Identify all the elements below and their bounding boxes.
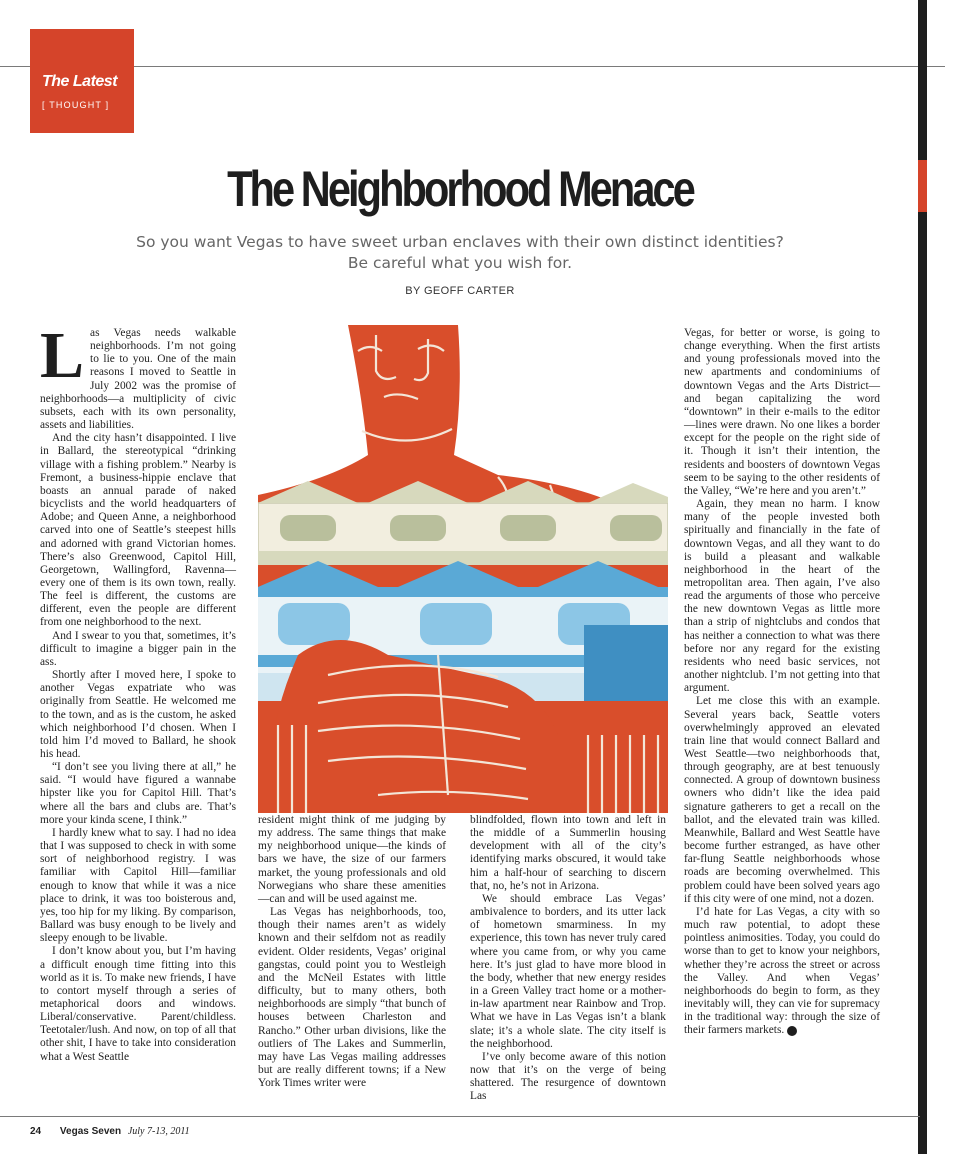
deck-line: So you want Vegas to have sweet urban enclaves with their own distinct identities?: [136, 233, 784, 251]
paragraph: as Vegas needs walkable neighborhoods. I’m not going to lie to you. One of the main reasons I moved to Seattle in July 2002 was the promise of neighborhoods—a multiplicity of civic subsets, each with its own personality, assets and liabilities.: [40, 327, 236, 432]
paragraph: We should embrace Las Vegas’ ambivalence to borders, and its utter lack of hometown smarminess. In my experience, this town has never truly cared where you came from, or why you came here. It’s just glad to have more blood in the body, whether that new energy resides in a Green Valley tract home or a mother-in-law apartment near Rainbow and Trop. What we have in Las Vegas isn’t a blank slate; it’s a whole slate. The city itself is the neighborhood.: [470, 892, 666, 1050]
deck-line: Be careful what you wish for.: [347, 254, 573, 272]
paragraph: And I swear to you that, sometimes, it’s difficult to imagine a bigger pain in the ass.: [40, 629, 236, 668]
paragraph: Las Vegas has neighborhoods, too, though their names aren’t as widely known and their selfdom not as readily evident. Older residents, Vegas’ original gangstas, could point you to Westleigh and the McNeil Estates with little difficulty, but to many others, both neighborhoods are simply “that bunch of houses between Charleston and Rancho.” Other urban divisions, like the outliers of The Lakes and Summerlin, may have Las Vegas mailing addresses but are really different towns; if a New York Times writer were: [258, 906, 446, 1090]
paragraph: blindfolded, flown into town and left in the middle of a Summerlin housing development with all of the city’s identifying marks obscured, it would take him a half-hour of searching to discern that, no, he’s not in Arizona.: [470, 814, 666, 892]
paragraph: I hardly knew what to say. I had no idea that I was supposed to check in with some sort of neighborhood registry. I was familiar with Capitol Hill—familiar enough to know that while it was a nice place to drink, it was too boisterous and, yes, too hip for my liking. By comparison, Ballard was busy enough to be lively and sleepy enough to be livable.: [40, 826, 236, 945]
paragraph: I’d hate for Las Vegas, a city with so much raw potential, to adopt these pointless animosities. Today, you could do worse than to get to know your neighbors, whether they’re across the street or across the Valley. And when Vegas’ neighborhoods do begin to form, as they inevitably will, they can vie for supremacy in the traditional way: through the size of their farmers markets.: [684, 905, 880, 1037]
paragraph: Vegas, for better or worse, is going to change everything. When the first artists and young professionals moved into the new apartments and condominiums of downtown Vegas and the Arts District—and began capitalizing the word “downtown” in their e-mails to the editor—lines were drawn. No one likes a border except for the people on the right side of it. Though it isn’t their intention, the residents and boosters of downtown Vegas seem to be saying to the other residents of the Valley, “We’re here and you aren’t.”: [684, 327, 880, 497]
issue-date: July 7-13, 2011: [127, 1126, 190, 1137]
paragraph: I don’t know about you, but I’m having a difficult enough time fitting into this world as it is. To make new friends, I have to contort myself through a series of metaphorical doors and windows. Liberal/conservative. Parent/childless. Teetotaler/lush. And now, on top of all that other shit, I have to take into consideration what a West Seattle: [40, 945, 236, 1063]
deck: [80, 232, 840, 274]
page-footer: [30, 1126, 190, 1137]
article-column-1: [40, 319, 236, 1064]
article-column-2: [258, 814, 446, 1090]
article-column-4: [684, 327, 880, 1037]
end-mark-icon: 7: [787, 1026, 797, 1036]
bottom-rule: [0, 1116, 920, 1117]
page-number: 24: [30, 1126, 42, 1137]
section-tag: [30, 29, 134, 133]
section-subtitle: [ THOUGHT ]: [42, 100, 110, 110]
byline: BY GEOFF CARTER: [405, 285, 515, 297]
paragraph: I’ve only become aware of this notion now that it’s on the verge of being shattered. The resurgence of downtown Las: [470, 1050, 666, 1103]
article-illustration: [258, 325, 668, 813]
top-rule: [0, 66, 945, 67]
article-column-3: [470, 814, 666, 1103]
section-title: The Latest: [42, 73, 118, 90]
paragraph: Shortly after I moved here, I spoke to another Vegas expatriate who was originally from Seattle. He welcomed me to the town, and as is the custom, he asked which neighborhood I’d chosen. When I told him I’d moved to Ballard, he shook his head.: [40, 669, 236, 760]
paragraph: Let me close this with an example. Several years back, Seattle voters overwhelmingly approved an elevated train line that would connect Ballard and West Seattle—two neighborhoods that, through geography, are at best tenuously connected. A group of downtown business owners who didn’t like the idea paid signature gatherers to get a recall on the ballot, and the elevated train was killed. Meanwhile, Ballard and West Seattle have become further estranged, as have other far-flung Seattle neighborhoods whose roads are becoming overwhelmed. This problem could have been solved years ago if this city were of one mind, not a dozen.: [684, 695, 880, 905]
drop-cap: L: [40, 319, 85, 392]
publication-name: Vegas Seven: [59, 1126, 122, 1137]
paragraph: “I don’t see you living there at all,” he said. “I would have figured a wannabe hipster like you for Capitol Hill. That’s where all the bars and clubs are. That’s more your kinda scene, I think.”: [40, 761, 236, 826]
paragraph: And the city hasn’t disappointed. I live in Ballard, the stereotypical “drinking village with a fishing problem.” Nearby is Fremont, a business-hippie enclave that boasts an annual parade of naked bicyclists and the world headquarters of Adobe; and Queen Anne, a neighborhood carved into one of Seattle’s steepest hills and adorned with grand Victorian homes. There’s also Greenwood, Capitol Hill, Georgetown, Wallingford, Ravenna—every one of them is its own town, really. The feel is different, the customs are different, even the people are different from one neighborhood to the next.: [40, 432, 236, 629]
paragraph: resident might think of me judging by my address. The same things that make my neighborhood unique—the kinds of bars we have, the size of our farmers market, the young professionals and old Norwegians who share these amenities—can and will be used against me.: [258, 814, 446, 905]
headline: The Neighborhood Menace: [227, 161, 693, 217]
page-edge-accent: [918, 160, 927, 212]
paragraph: Again, they mean no harm. I know many of the people invested both spiritually and financially in the fate of downtown Vegas, and all they want to do is build a pleasant and walkable neighborhood in the heart of the metropolitan area. Then again, I’ve also read the arguments of those who perceive the new downtown Vegas as little more than a strip of nightclubs and condos that has neither a connection to what was there before nor any regard for the existing residents who need basic services, not another nightclub. I’m not getting into that argument.: [684, 498, 880, 695]
